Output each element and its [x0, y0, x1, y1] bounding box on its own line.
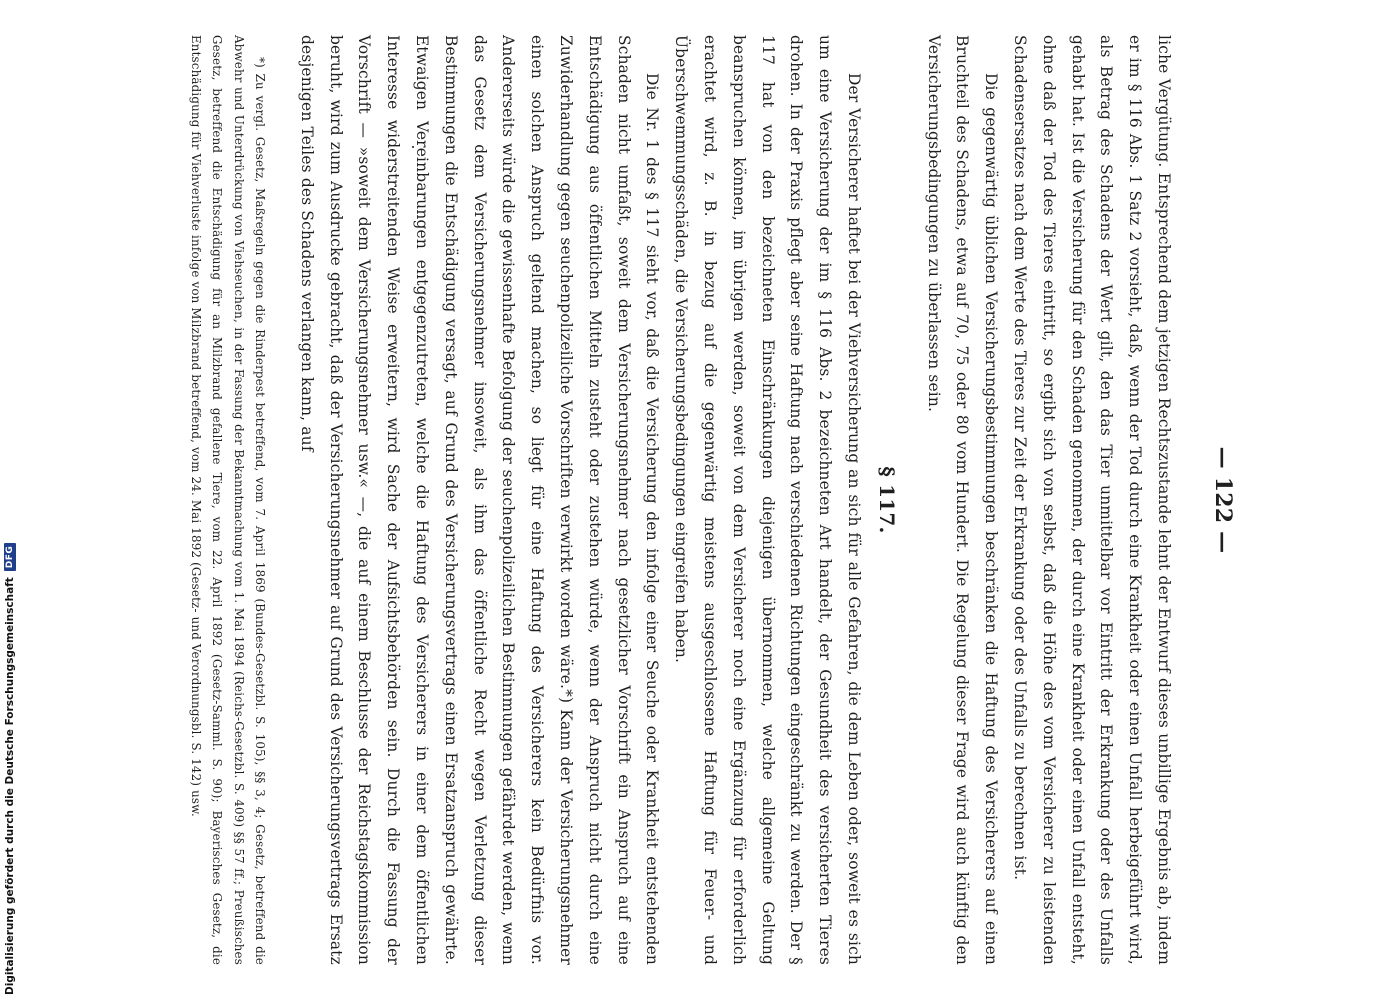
credit-text: Digitalisierung gefördert durch die Deutsche Forschungsgemeinschaft [4, 577, 16, 995]
paragraph: Die Nr. 1 des § 117 sieht vor, daß die Versicherung den infolge einer Seuche oder Krankheit entstehenden Schaden nicht umfaßt, soweit dem Versicherungsnehmer nach gesetzlicher Vorschrift ein Anspruch auf eine Entschädigung aus öffentlichen Mitteln zusteht oder zustehen würde, wenn der Anspruch nicht durch eine Zuwiderhandlung gegen seuchenpolizeiliche Vorschriften verwirkt worden wäre.*) Kann der Versicherungsnehmer einen solchen Anspruch geltend machen, so liegt für eine Haftung des Versicherers kein Bedürfnis vor. Andererseits würde die gewissenhafte Befolgung der seuchenpolizeilichen Bestimmungen gefährdet werden, wenn das Gesetz dem Versicherungsnehmer insoweit, als ihm das öffentliche Recht wegen Verletzung dieser Bestimmungen die Entschädigung versagt, auf Grund des Versicherungsvertrags einen Ersatzanspruch gewährte. Etwaigen Vereinbarungen entgegenzutreten, welche die Haftung des Versicherers in einer dem öffentlichen Interesse widerstreitenden Weise erweitern, wird Sache der Aufsichtsbehörden sein. Durch die Fassung der Vorschrift — »soweit dem Versicherungsnehmer usw.« —, die auf einem Beschlusse der Reichstagskommission beruht, wird zum Ausdrucke gebracht, daß der Versicherungsnehmer auf Grund des Versicherungsvertrags Ersatz desjenigen Teiles des Schadens verlangen kann, auf [297, 35, 662, 965]
paragraph: Die gegenwärtig üblichen Versicherungsbestimmungen beschränken die Haftung des Versicherers auf einen Bruchteil des Schadens, etwa auf 70, 75 oder 80 vom Hundert. Die Regelung dieser Frage wird auch künftig den Versicherungsbedingungen zu überlassen sein. [924, 35, 1001, 965]
dfg-logo-icon: DFG [4, 543, 16, 572]
paragraph: liche Vergütung. Entsprechend dem jetzigen Rechtszustande lehnt der Entwurf dieses unbillige Ergebnis ab, indem er im § 116 Abs. 1 Satz 2 vorsieht, daß, wenn der Tod durch eine Krankheit oder einen Unfall herbeigeführt wird, als Betrag des Schadens der Wert gilt, den das Tier unmittelbar vor Eintritt der Erkrankung oder des Unfalls gehabt hat. Ist die Versicherung für den Schaden genommen, der durch eine Krankheit oder einen Unfall entsteht, ohne daß der Tod des Tieres eintritt, so ergibt sich von selbst, daß die Höhe des vom Versicherer zu leistenden Schadensersatzes nach dem Werte des Tieres zur Zeit der Erkrankung oder des Unfalls zu berechnen ist. [1011, 35, 1173, 965]
page-text-block [0, 35, 1240, 965]
digitization-credit [4, 0, 16, 995]
page-number: — 122 — [1210, 446, 1236, 554]
footnote: *) Zu vergl. Gesetz, Maßregeln gegen die Rinderpest betreffend, vom 7. April 1869 (Bundes-Gesetzbl. S. 105), §§ 3, 4; Gesetz, betreffend die Abwehr und Unterdrückung von Viehseuchen, in der Fassung der Bekanntmachung vom 1. Mai 1894 (Reichs-Gesetzbl. S. 409) §§ 57 ff.; Preußisches Gesetz, betreffend die Entschädigung für an Milzbrand gefallene Tiere, vom 22. April 1892 (Gesetz-Samml. S. 90); Bayerisches Gesetz, die Entschädigung für Viehverluste infolge von Milzbrand betreffend, vom 24. Mai 1892 (Gesetz- und Verordnungsbl. S. 142) usw. [188, 35, 268, 965]
paragraph: Der Versicherer haftet bei der Viehversicherung an sich für alle Gefahren, die dem Leben oder, soweit es sich um eine Versicherung der im § 116 Abs. 2 bezeichneten Art handelt, der Gesundheit des versicherten Tieres drohen. In der Praxis pflegt aber seine Haftung nach verschiedenen Richtungen eingeschränkt zu werden. Der § 117 hat von den bezeichneten Einschränkungen diejenigen übernommen, welche allgemeine Geltung beanspruchen können, im übrigen werden, soweit von dem Versicherer noch eine Ergänzung für erforderlich erachtet wird, z. B. in bezug auf die gegenwärtig meistens ausgeschlossene Haftung für Feuer- und Überschwemmungsschäden, die Versicherungsbedingungen eingreifen haben. [672, 35, 864, 965]
section-title: § 117. [874, 466, 899, 534]
